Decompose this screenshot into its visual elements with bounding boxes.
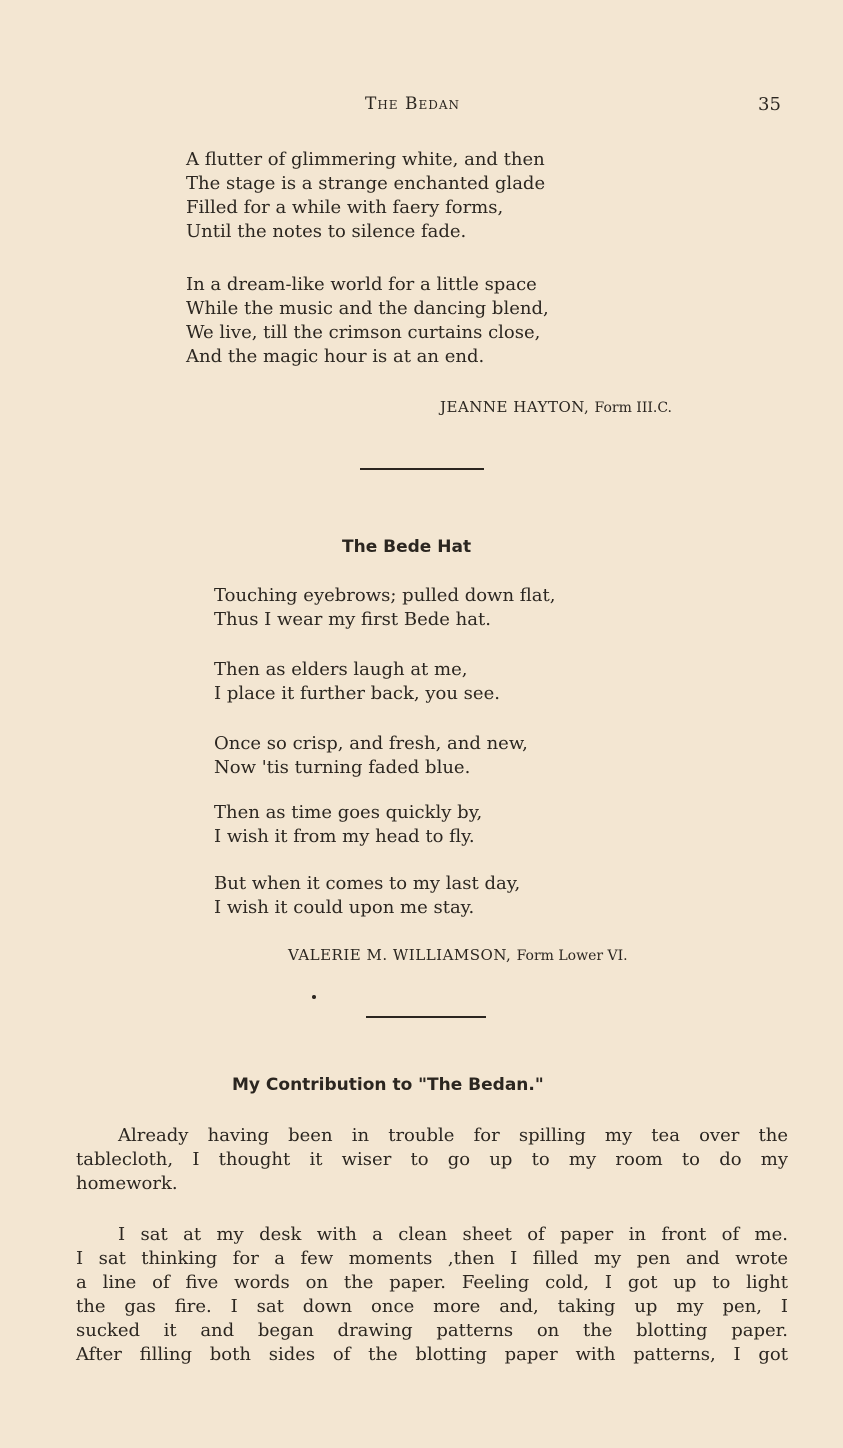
poem-2-stanza-2: [214, 658, 500, 706]
prose-line: I sat thinking for a few moments ,then I filled my pen and wrote: [76, 1248, 788, 1269]
verse-line: Then as time goes quickly by,: [214, 802, 483, 823]
prose-line: After filling both sides of the blotting paper with patterns, I got: [76, 1344, 788, 1365]
verse-line: Then as elders laugh at me,: [214, 659, 468, 680]
prose-line: homework.: [76, 1173, 178, 1194]
prose-line: the gas fire. I sat down once more and, taking up my pen, I: [76, 1296, 788, 1317]
verse-line: I wish it could upon me stay.: [214, 897, 475, 918]
poem-1-stanza-2: [186, 273, 549, 369]
section-divider: [360, 468, 484, 470]
verse-line: Once so crisp, and fresh, and new,: [214, 733, 528, 754]
poem-2-stanza-4: [214, 801, 482, 849]
verse-line: Touching eyebrows; pulled down flat,: [214, 585, 556, 606]
verse-line: I wish it from my head to fly.: [214, 826, 475, 847]
author-form: Form Lower VI.: [516, 948, 628, 964]
ink-dot: [312, 995, 316, 999]
essay-paragraph-2: [76, 1223, 788, 1367]
verse-line: A flutter of glimmering white, and then: [186, 149, 545, 170]
poem-1-stanza-1: [186, 148, 545, 244]
prose-line: tablecloth, I thought it wiser to go up to my room to do my: [76, 1149, 788, 1170]
running-header: The Bedan: [365, 94, 461, 114]
author-name: JEANNE HAYTON,: [440, 398, 590, 416]
verse-line: I place it further back, you see.: [214, 683, 500, 704]
verse-line: Filled for a while with faery forms,: [186, 197, 504, 218]
author-name: VALERIE M. WILLIAMSON,: [288, 946, 512, 964]
page-number: 35: [758, 94, 781, 115]
prose-line: Already having been in trouble for spilling my tea over the: [118, 1125, 788, 1146]
prose-line: a line of five words on the paper. Feeling cold, I got up to light: [76, 1272, 788, 1293]
verse-line: In a dream-like world for a little space: [186, 274, 537, 295]
poem-2-stanza-5: [214, 872, 520, 920]
prose-line: sucked it and began drawing patterns on the blotting paper.: [76, 1320, 788, 1341]
essay-paragraph-1: [76, 1124, 788, 1196]
verse-line: While the music and the dancing blend,: [186, 298, 549, 319]
verse-line: But when it comes to my last day,: [214, 873, 521, 894]
author-form: Form III.C.: [594, 400, 672, 416]
verse-line: We live, till the crimson curtains close,: [186, 322, 541, 343]
prose-line: I sat at my desk with a clean sheet of paper in front of me.: [118, 1224, 788, 1245]
poem-1-signature: [440, 398, 672, 416]
poem-2-signature: [288, 946, 628, 964]
verse-line: Now 'tis turning faded blue.: [214, 757, 471, 778]
poem-2-stanza-1: [214, 584, 555, 632]
section-divider: [366, 1016, 486, 1018]
poem-2-title: The Bede Hat: [342, 537, 472, 557]
verse-line: Thus I wear my first Bede hat.: [214, 609, 491, 630]
essay-title: My Contribution to "The Bedan.": [232, 1075, 544, 1095]
verse-line: Until the notes to silence fade.: [186, 221, 467, 242]
poem-2-stanza-3: [214, 732, 528, 780]
verse-line: And the magic hour is at an end.: [186, 346, 485, 367]
verse-line: The stage is a strange enchanted glade: [186, 173, 546, 194]
